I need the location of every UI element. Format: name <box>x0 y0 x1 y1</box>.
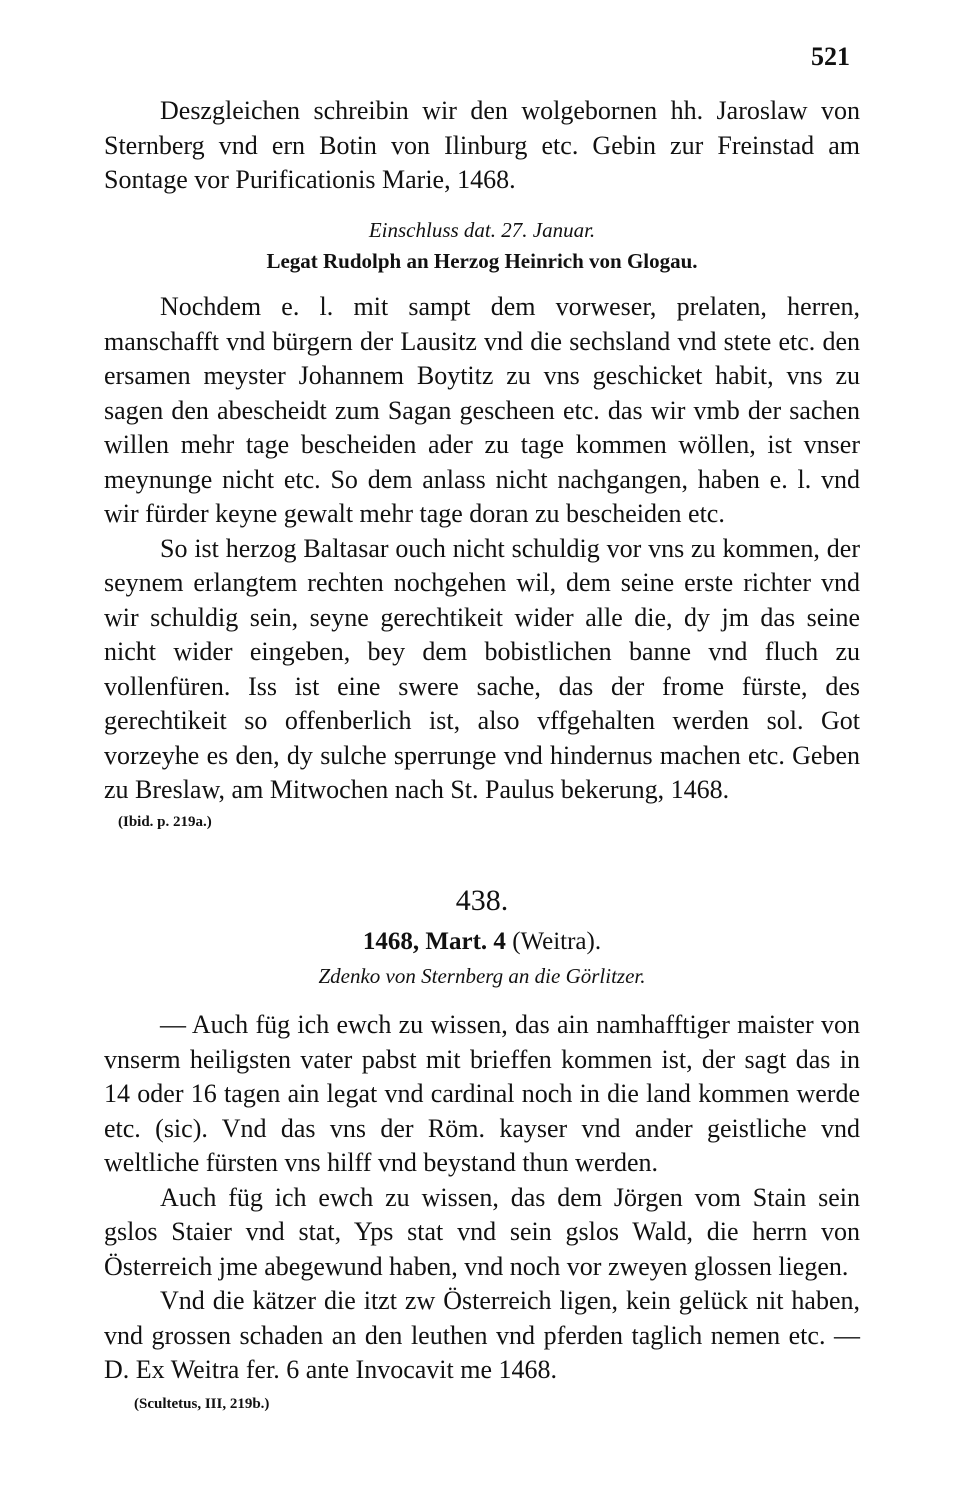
document-date <box>104 928 860 956</box>
document-paragraph-3: Vnd die kätzer die itzt zw Österreich ligen, kein gelück nit haben, vnd grossen schaden an den leuthen vnd pferden taglich nemen etc. — D. Ex Weitra fer. 6 ante Invocavit me 1468. <box>104 1286 860 1384</box>
page-number: 521 <box>811 42 850 71</box>
document-header <box>104 884 860 989</box>
enclosure-paragraph-2: So ist herzog Baltasar ouch nicht schuldig vor vns zu kommen, der seynem erlangtem rechten nochgehen wil, dem seine erste richter vnd wir schuldig sein, seyne gerechtikeit wider alle die, dy jm das seine nicht wider eingeben, bey dem bobistlichen banne vnd fluch zu vollenfüren. Iss ist eine swere sache, das der frome fürste, des gerechtikeit so offenberlich ist, also vffgehalten werden sol. Got vorzeyhe es den, dy sulche sperrunge vnd hindernus machen etc. Geben zu Breslaw, am Mitwochen nach St. Paulus bekerung, 1468. <box>104 533 860 804</box>
document-paragraph-2: Auch füg ich ewch zu wissen, das dem Jörgen vom Stain sein gslos Staier vnd stat, Yps stat vnd sein gslos Wald, die herrn von Österreich jme abegewund haben, vnd noch vor zweyen glossen liegen. <box>104 1182 860 1281</box>
enclosure-citation: (Ibid. p. 219a.) <box>118 813 212 830</box>
document-body <box>104 1008 860 1413</box>
document-title: Zdenko von Sternberg an die Görlitzer. <box>318 964 646 988</box>
enclosure-body <box>104 290 860 831</box>
document-number: 438. <box>455 884 509 917</box>
top-paragraph: Deszgleichen schreibin wir den wolgebornen hh. Jaroslaw von Sternberg vnd ern Botin von Ilinburg etc. Gebin zur Freinstad am Sontage vor Purificationis Marie, 1468. <box>104 96 860 194</box>
document-date-bold: 1468, Mart. 4 <box>362 928 506 955</box>
enclosure-heading: Einschluss dat. 27. Januar. <box>368 218 596 242</box>
enclosure-section <box>104 218 860 274</box>
enclosure-paragraph-1: Nochdem e. l. mit sampt dem vorweser, prelaten, herren, manschafft vnd bürgern der Lausitz vnd die sechsland vnd stete etc. den ersamen meyster Johannem Boytitz zu vns geschicket habit, vns zu sagen den abescheidt zum Sagan gescheen etc. das wir vmb der sachen willen mehr tage bescheiden ader zu tage kommen wöllen, ist vnser meynunge nicht etc. So dem anlass nicht nachgangen, haben e. l. vnd wir fürder keyne gewalt mehr tage doran zu bescheiden etc. <box>104 292 860 528</box>
document-citation: (Scultetus, III, 219b.) <box>134 1395 270 1412</box>
enclosure-subheading: Legat Rudolph an Herzog Heinrich von Glogau. <box>266 249 698 273</box>
document-date-place: (Weitra). <box>512 928 602 955</box>
document-paragraph-1: — Auch füg ich ewch zu wissen, das ain namhafftiger maister von vnserm heiligsten vater pabst mit brieffen kommen ist, der sagt das in 14 oder 16 tagen ain legat vnd cardinal noch in die land kommen werde etc. (sic). Vnd das vns der Röm. kayser vnd ander geistliche vnd weltliche fürsten vns hilff vnd beystand thun werden. <box>104 1010 860 1177</box>
top-paragraph-block <box>104 94 860 198</box>
